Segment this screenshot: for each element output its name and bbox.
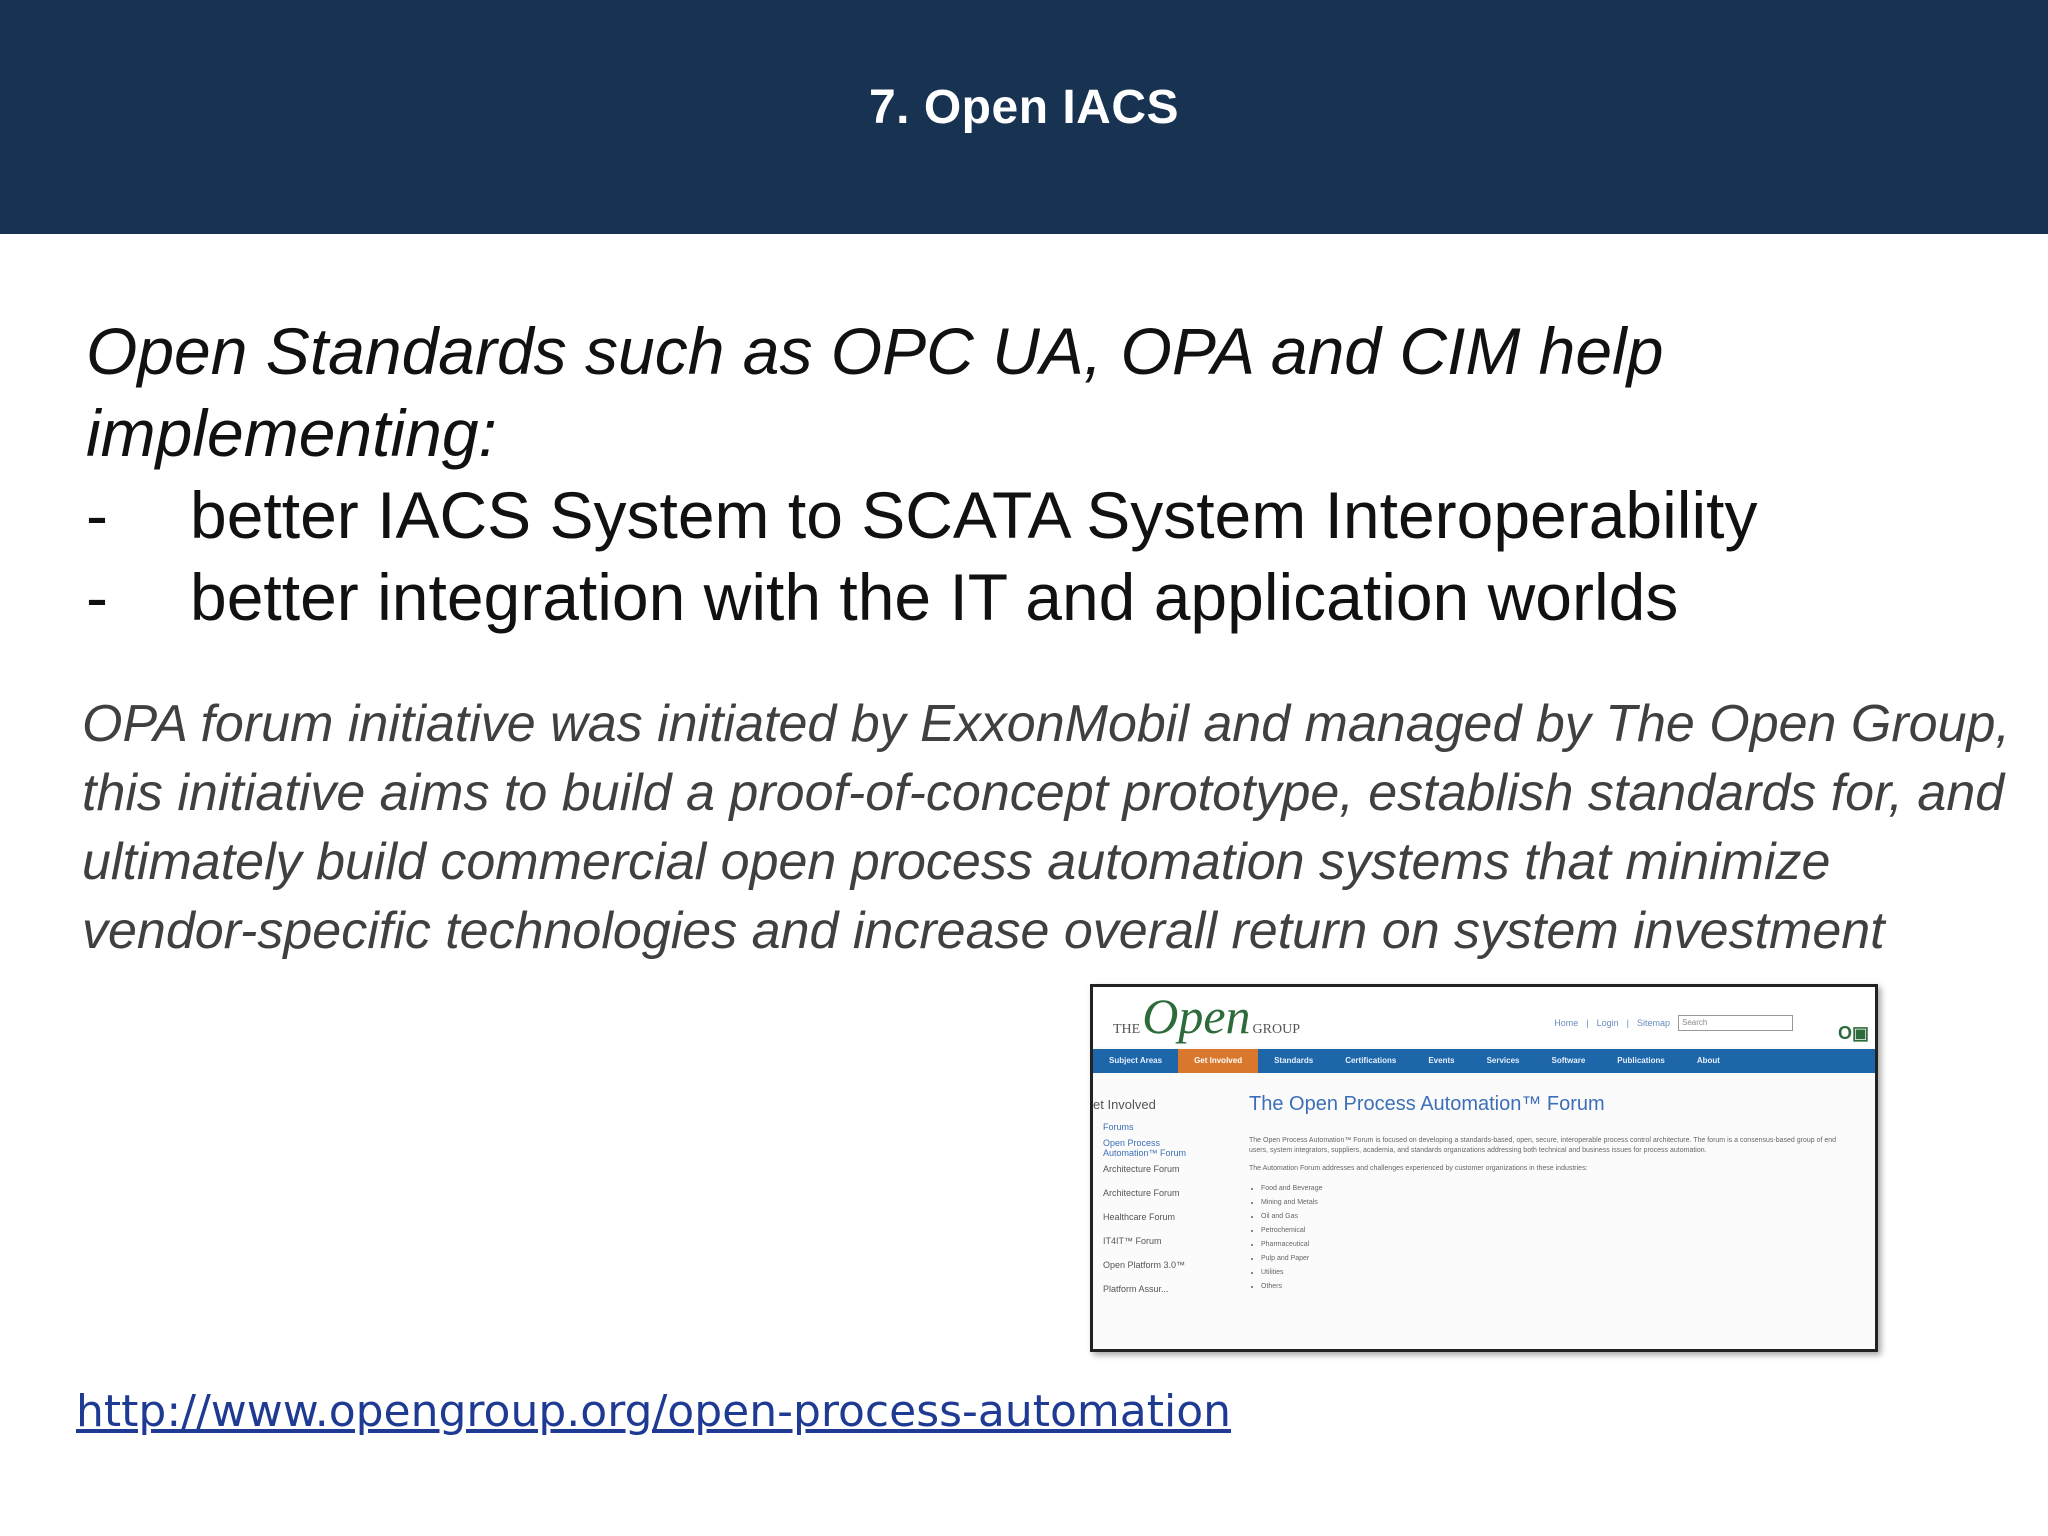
nav-item: Certifications	[1345, 1056, 1397, 1065]
slide-header	[0, 0, 2048, 234]
sidebar-item: Open Platform 3.0™	[1103, 1260, 1186, 1270]
separator: |	[1626, 1018, 1629, 1028]
bullet-text: better integration with the IT and application worlds	[190, 560, 1679, 634]
nav-item: Events	[1428, 1056, 1455, 1065]
slide-title: 7. Open IACS	[868, 80, 1180, 134]
industry-item: • Mining and Metals	[1261, 1196, 1849, 1210]
open-group-logo	[1113, 988, 1300, 1044]
sidebar-item: Architecture Forum	[1103, 1188, 1180, 1198]
nav-item: About	[1696, 1056, 1720, 1065]
embedded-website-screenshot	[1090, 984, 1878, 1352]
forum-title: The Open Process Automation™ Forum	[1249, 1093, 1605, 1115]
utility-links	[1554, 1015, 1793, 1031]
nav-item: Services	[1486, 1056, 1520, 1065]
industry-item: • Others	[1261, 1280, 1849, 1294]
nav-item: Software	[1551, 1056, 1586, 1065]
bullet-text: better IACS System to SCATA System Interoperability	[190, 478, 1758, 552]
separator: |	[1586, 1018, 1589, 1028]
bullet-marker: -	[86, 560, 108, 634]
opa-description: OPA forum initiative was initiated by ExxonMobil and managed by The Open Group, this initiative aims to build a proof-of-concept prototype, establish standards for, and ultimately build commercial open process automation systems that minimize vendor-specific technologies and increase overall return on system investment	[82, 695, 2010, 960]
nav-item: Subject Areas	[1109, 1056, 1163, 1065]
utility-link-login: Login	[1596, 1018, 1619, 1028]
logo-the: THE	[1113, 1022, 1141, 1037]
industry-item: • Utilities	[1261, 1266, 1849, 1280]
social-icon: O▣	[1837, 1023, 1869, 1043]
forum-paragraph: The Automation Forum addresses and challenges experienced by customer organizations in these industries:	[1249, 1165, 1588, 1172]
industry-item: • Oil and Gas	[1261, 1210, 1849, 1224]
sidebar-item: Healthcare Forum	[1103, 1212, 1176, 1222]
bullet-item	[86, 474, 1986, 556]
nav-item-active: Get Involved	[1178, 1049, 1258, 1073]
sidebar-link: Open Process Automation™ Forum	[1103, 1138, 1187, 1158]
website-sidebar	[1093, 1097, 1213, 1308]
sidebar-item: IT4IT™ Forum	[1103, 1236, 1162, 1246]
sidebar-link: Forums	[1103, 1122, 1134, 1132]
industry-list	[1261, 1182, 1849, 1294]
bullet-item	[86, 556, 1986, 638]
opa-url-link[interactable]: http://www.opengroup.org/open-process-automation	[76, 1386, 1232, 1437]
sidebar-heading: et Involved	[1093, 1097, 1156, 1112]
nav-item: Publications	[1617, 1056, 1665, 1065]
logo-group: GROUP	[1252, 1022, 1300, 1037]
sidebar-item: Platform Assur...	[1103, 1284, 1169, 1294]
sidebar-item: Architecture Forum	[1103, 1164, 1180, 1174]
industry-item: • Petrochemical	[1261, 1224, 1849, 1238]
bullet-marker: -	[86, 478, 108, 552]
forum-paragraph: The Open Process Automation™ Forum is focused on developing a standards-based, open, secure, interoperable process control architecture. The forum is a consensus-based group of end users, system integrators, suppliers, academia, and standards organizations addressing both technical and business issues for process automation.	[1249, 1137, 1837, 1154]
intro-block	[86, 310, 1986, 638]
nav-item: Standards	[1274, 1056, 1314, 1065]
intro-lead: Open Standards such as OPC UA, OPA and CIM help implementing:	[86, 314, 1664, 470]
industry-item: • Pharmaceutical	[1261, 1238, 1849, 1252]
logo-open: Open	[1142, 988, 1251, 1044]
utility-link-home: Home	[1554, 1018, 1579, 1028]
website-search-field: Search	[1678, 1015, 1793, 1031]
website-nav-bar	[1093, 1049, 1875, 1073]
website-main-content	[1249, 1093, 1849, 1294]
website-topbar	[1093, 987, 1875, 1047]
industry-item: • Pulp and Paper	[1261, 1252, 1849, 1266]
industry-item: • Food and Beverage	[1261, 1182, 1849, 1196]
utility-link-sitemap: Sitemap	[1636, 1018, 1670, 1028]
